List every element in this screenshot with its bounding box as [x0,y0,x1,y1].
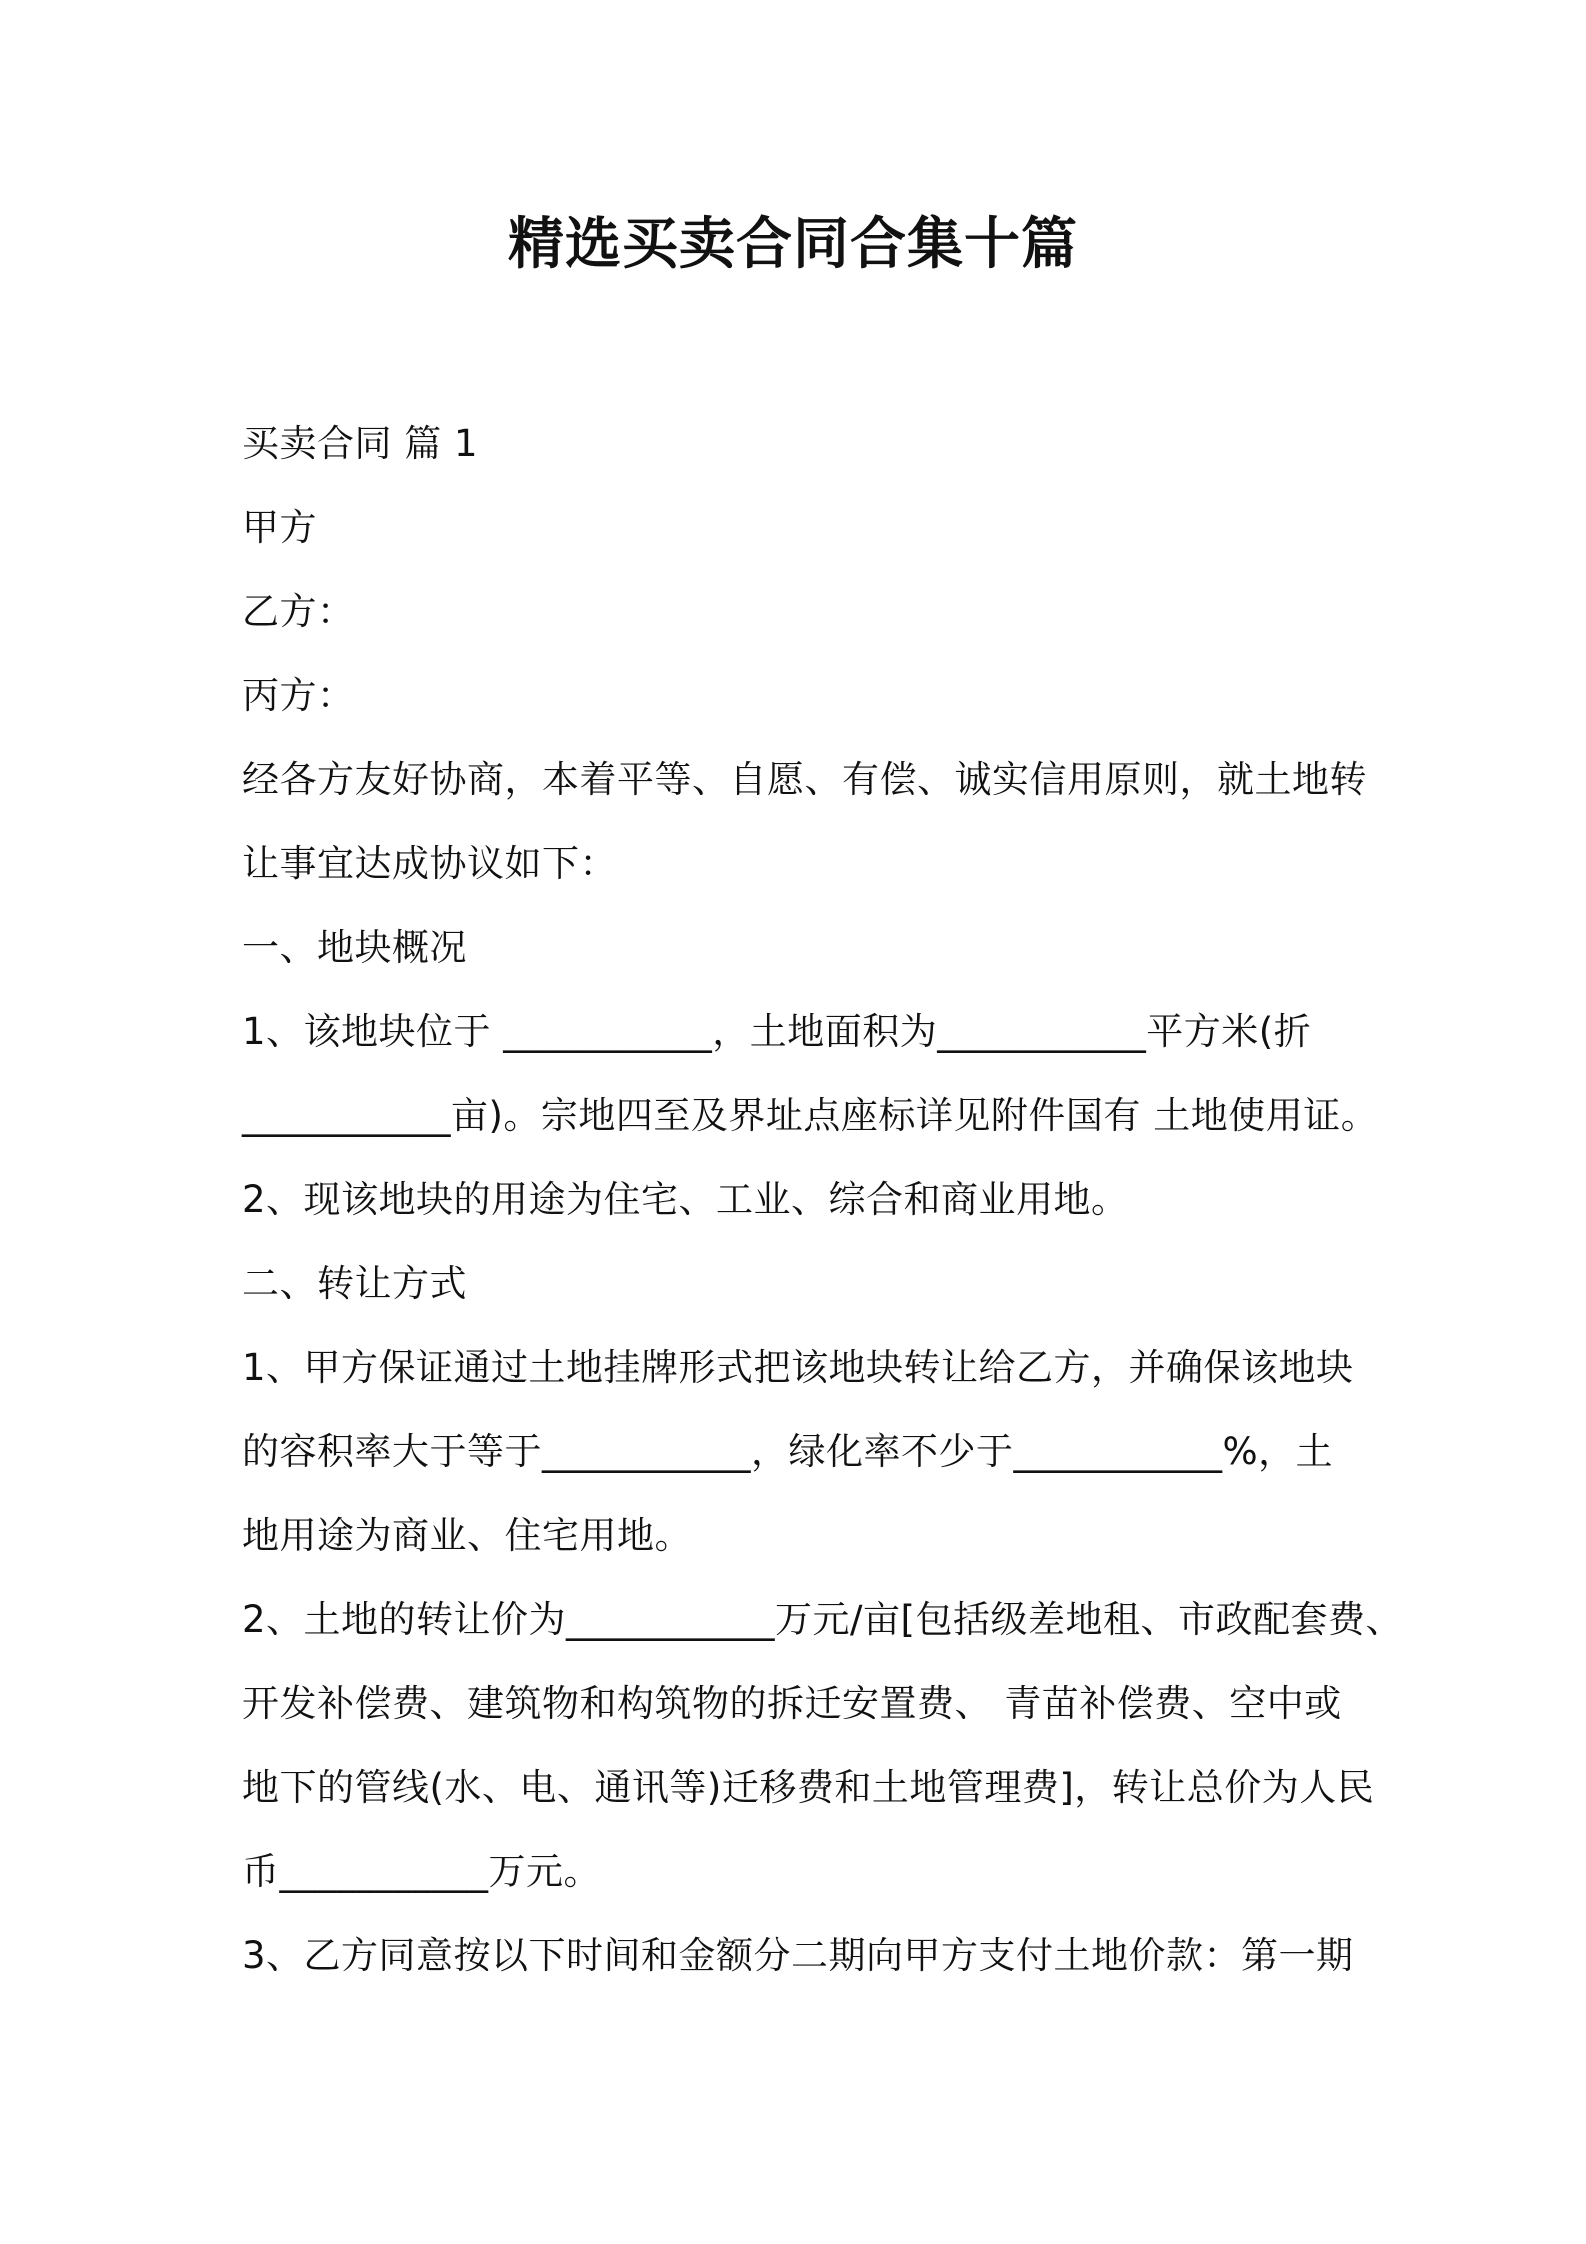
document-title: 精选买卖合同合集十篇 [508,212,1078,277]
paragraph-line: ___________亩)。宗地四至及界址点座标详见附件国有 土地使用证。 [242,1094,1379,1137]
party-a-label: 甲方 [242,506,317,549]
section-heading: 买卖合同 篇 1 [242,422,479,465]
paragraph-line: 地下的管线(水、电、通讯等)迁移费和土地管理费]，转让总价为人民 [242,1766,1375,1809]
party-b-label: 乙方： [242,590,355,633]
paragraph-line: 地用途为商业、住宅用地。 [242,1514,692,1557]
document-body [242,402,1403,1998]
clause-heading: 二、转让方式 [242,1262,467,1305]
paragraph-line: 经各方友好协商，本着平等、自愿、有偿、诚实信用原则，就土地转 [242,758,1367,801]
clause-heading: 一、地块概况 [242,926,467,969]
paragraph-line: 开发补偿费、建筑物和构筑物的拆迁安置费、 青苗补偿费、空中或 [242,1682,1342,1725]
paragraph-line: 3、乙方同意按以下时间和金额分二期向甲方支付土地价款：第一期 [242,1934,1354,1977]
paragraph-line: 2、现该地块的用途为住宅、工业、综合和商业用地。 [242,1178,1129,1221]
paragraph-line: 币___________万元。 [242,1850,601,1893]
party-c-label: 丙方： [242,674,355,717]
paragraph-line: 1、甲方保证通过土地挂牌形式把该地块转让给乙方，并确保该地块 [242,1346,1354,1389]
paragraph-line: 的容积率大于等于___________，绿化率不少于___________%，土 [242,1430,1334,1473]
paragraph-line: 2、土地的转让价为___________万元/亩[包括级差地租、市政配套费、 [242,1598,1403,1641]
paragraph-line: 1、该地块位于 ___________，土地面积为___________平方米(折 [242,1010,1312,1053]
paragraph-line: 让事宜达成协议如下： [242,842,617,885]
